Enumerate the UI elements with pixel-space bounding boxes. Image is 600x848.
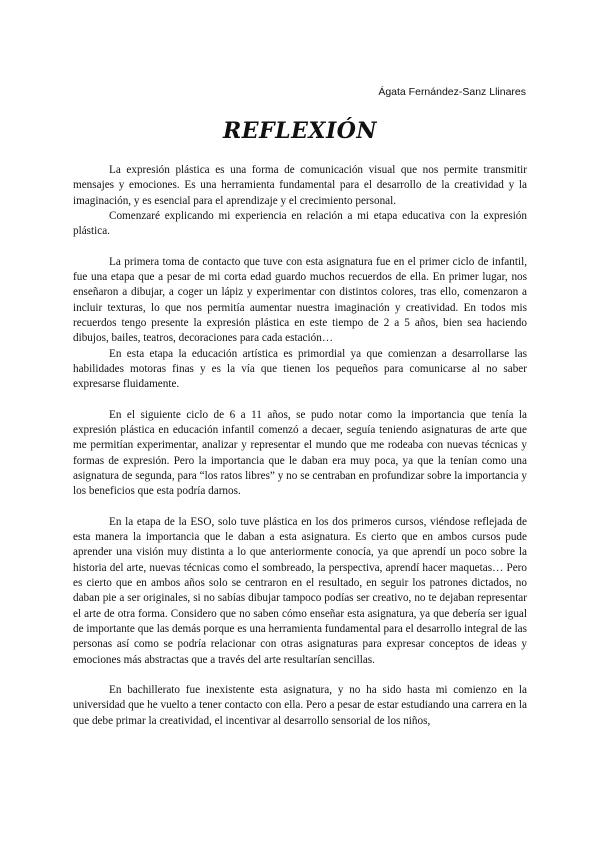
paragraph: En el siguiente ciclo de 6 a 11 años, se pudo notar como la importancia que tenía la expresión plástica en educación infantil comenzó a decaer, seguía teniendo asignaturas de arte que me permitían experimentar, analizar y representar el mundo que me rodeaba con nuevas técnicas y formas de expresión. Pero la importancia que le daban era muy poca, ya que la tenían como una asignatura de segunda, para “los ratos libres” y no se centraban en profundizar sobre la importancia y los beneficios que esta podría darnos.: [73, 408, 527, 498]
paragraph: En esta etapa la educación artística es primordial ya que comienzan a desarrollarse las habilidades motoras finas y es la vía que tienen los pequeños para comunicarse al no saber expresarse fluidamente.: [73, 347, 527, 391]
paragraph: La primera toma de contacto que tuve con esta asignatura fue en el primer ciclo de infantil, fue una etapa que a pesar de mi corta edad guardo muchos recuerdos de ella. En primer lugar, nos enseñaron a dibujar, a coger un lápiz y experimentar con distintos colores, tras ello, comenzaron a incluir texturas, lo que nos permitía aumentar nuestra imaginación y creatividad. En todos mis recuerdos tengo presente la expresión plástica en este tiempo de 2 a 5 años, bien sea haciendo dibujos, bailes, teatros, decoraciones para cada estación…: [73, 255, 527, 345]
paragraph: En bachillerato fue inexistente esta asignatura, y no ha sido hasta mi comienzo en la universidad que he vuelto a tener contacto con ella. Pero a pesar de estar estudiando una carrera en la que debe primar la creatividad, el incentivar al desarrollo sensorial de los niños,: [73, 684, 527, 727]
paragraph: La expresión plástica es una forma de comunicación visual que nos permite transmitir mensajes y emociones. Es una herramienta fundamental para el desarrollo de la creatividad y la imaginación, y es esencial para el aprendizaje y el crecimiento personal.: [73, 164, 527, 207]
document-title: REFLEXIÓN: [222, 118, 378, 144]
document-body: [73, 163, 527, 729]
author-name: Ágata Fernández-Sanz Llinares: [378, 86, 526, 98]
paragraph: Comenzaré explicando mi experiencia en relación a mi etapa educativa con la expresión plástica.: [73, 209, 527, 238]
paragraph: En la etapa de la ESO, solo tuve plástica en los dos primeros cursos, viéndose reflejada de esta manera la importancia que le daban a esta asignatura. Es cierto que en ambos cursos pude aprender una visión muy distinta a lo que anteriormente conocía, ya que aprendí un poco sobre la historia del arte, nuevas técnicas como el sombreado, la perspectiva, aprendí hacer maquetas… Pero es cierto que en ambos años solo se centraron en el resultado, en seguir los patrones dictados, no daban pie a ser originales, si no sabías dibujar tampoco podías ser creativo, no te dejaban representar el arte de otra forma. Considero que no saben cómo enseñar esta asignatura, ya que debería ser igual de importante que las demás porque es una herramienta fundamental para el desarrollo integral de las personas así como se podría relacionar con otras asignaturas para expresar conceptos de ideas y emociones más abstractas que a través del arte resultarían sencillas.: [73, 515, 527, 666]
